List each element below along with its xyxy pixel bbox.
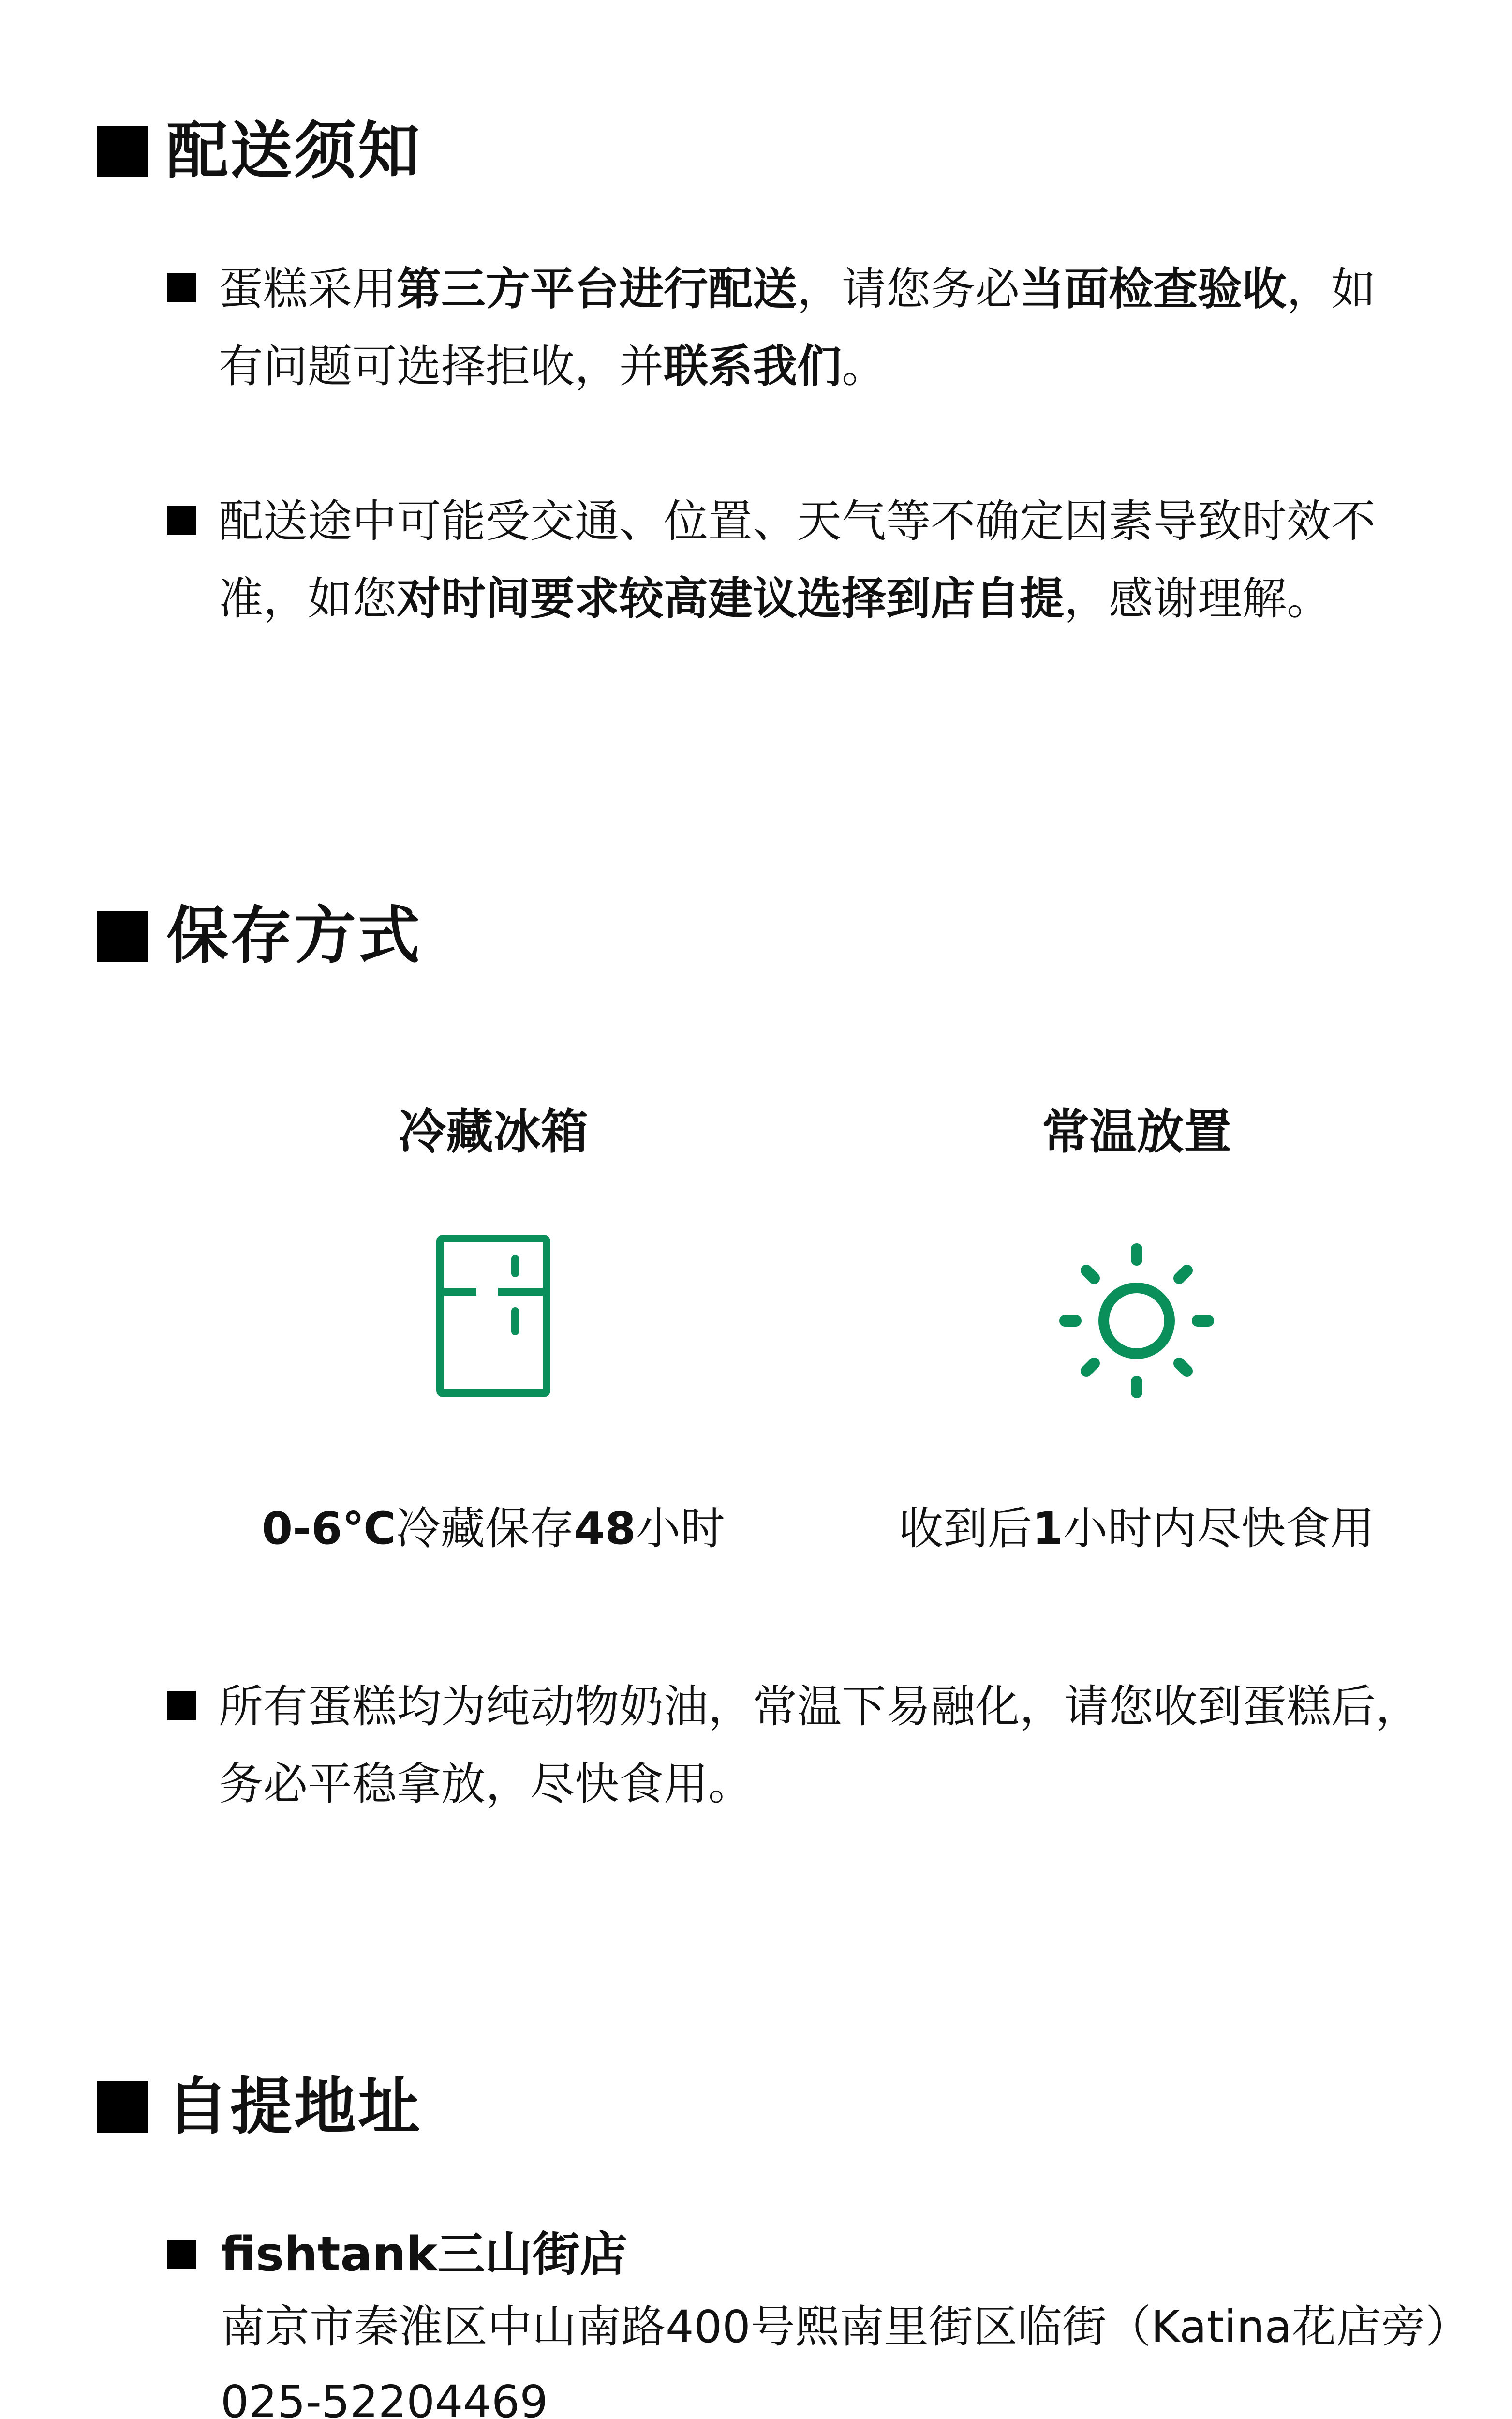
bullet-square-icon [167,506,196,535]
room-temp-label: 常温放置 [1041,1105,1231,1160]
delivery-item-1-line-2: 有问题可选择拒收，并联系我们。 [219,341,887,392]
bullet-square-icon [167,1691,196,1720]
section-heading-storage [97,900,422,972]
delivery-item-1-line-1: 蛋糕采用第三方平台进行配送，请您务必当面检查验收，如 [219,263,1376,315]
fridge-caption: 0-6℃冷藏保存48小时 [262,1503,725,1554]
sun-icon [1059,1243,1214,1398]
section-heading-delivery [97,115,422,187]
bullet-square-icon [167,273,196,302]
store-address: 南京市秦淮区中山南路400号熙南里街区临街（Katina花店旁） [221,2301,1470,2353]
heading-square-icon [97,2081,148,2133]
delivery-item-2-line-2: 准，如您对时间要求较高建议选择到店自提，感谢理解。 [219,573,1332,625]
heading-square-icon [97,911,148,962]
store-name: fishtank三山街店 [221,2227,627,2282]
section-heading-pickup [97,2071,422,2143]
fridge-icon [430,1229,556,1403]
bullet-square-icon [167,2240,196,2269]
delivery-title: 配送须知 [166,115,422,187]
delivery-item-2-line-1: 配送途中可能受交通、位置、天气等不确定因素导致时效不 [219,495,1376,547]
pickup-title: 自提地址 [166,2071,422,2143]
heading-square-icon [97,126,148,177]
fridge-label: 冷藏冰箱 [398,1105,588,1160]
storage-note-line-1: 所有蛋糕均为纯动物奶油，常温下易融化，请您收到蛋糕后， [219,1681,1421,1732]
storage-note-line-2: 务必平稳拿放，尽快食用。 [219,1758,753,1810]
store-phone: 025-52204469 [221,2376,548,2419]
room-temp-caption: 收到后1小时内尽快食用 [898,1503,1375,1554]
storage-title: 保存方式 [166,900,422,972]
